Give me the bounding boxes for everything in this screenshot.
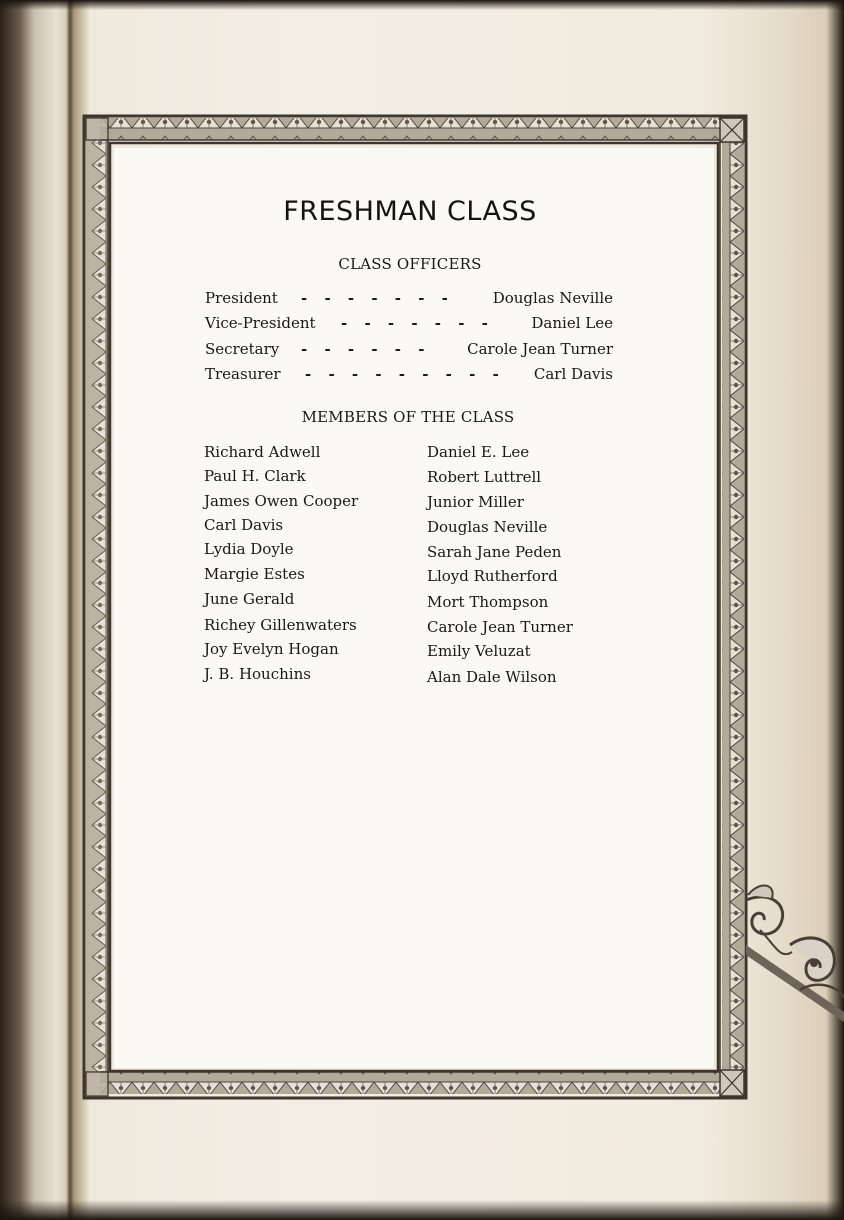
member-name: Mort Thompson — [427, 593, 549, 611]
member-name: Richard Adwell — [204, 443, 321, 461]
member-name: Paul H. Clark — [204, 467, 306, 485]
member-name: Alan Dale Wilson — [427, 668, 557, 686]
member-name: Margie Estes — [204, 565, 305, 583]
corner-ornament-top-left — [86, 118, 108, 140]
officer-row-president — [205, 289, 613, 311]
officer-row-vice-president — [205, 314, 613, 336]
officer-title: Vice-President — [205, 314, 316, 332]
member-name: Daniel E. Lee — [427, 443, 530, 461]
member-name: Richey Gillenwaters — [204, 616, 357, 634]
officer-title: President — [205, 289, 278, 307]
acanthus-scroll-ornament — [746, 885, 844, 1022]
member-name: Junior Miller — [427, 493, 524, 511]
member-name: Emily Veluzat — [427, 642, 531, 660]
member-name: Carl Davis — [204, 516, 284, 534]
officer-row-secretary — [205, 340, 613, 362]
member-name: Joy Evelyn Hogan — [204, 640, 339, 658]
member-name: Douglas Neville — [427, 518, 548, 536]
leader-dashes: - - - - - - - — [301, 289, 454, 307]
page-title: FRESHMAN CLASS — [283, 196, 537, 227]
member-name: June Gerald — [204, 590, 295, 608]
members-heading: MEMBERS OF THE CLASS — [301, 408, 515, 426]
officer-title: Secretary — [205, 340, 280, 358]
member-name: Robert Luttrell — [427, 468, 542, 486]
officer-title: Treasurer — [205, 365, 281, 383]
leader-dashes: - - - - - - - — [341, 314, 494, 332]
corner-ornament-bottom-left — [86, 1072, 108, 1096]
officer-name: Daniel Lee — [531, 314, 613, 332]
member-name: Lloyd Rutherford — [427, 567, 558, 585]
officer-row-treasurer — [205, 365, 613, 387]
member-name: Carole Jean Turner — [427, 618, 573, 636]
member-name: Lydia Doyle — [204, 540, 294, 558]
corner-ornament-top-right — [720, 118, 744, 142]
member-name: James Owen Cooper — [204, 492, 359, 510]
corner-ornament-bottom-right — [720, 1070, 744, 1096]
leader-dashes: - - - - - - - - - — [305, 365, 505, 383]
leader-dashes: - - - - - - — [301, 340, 431, 358]
officer-name: Carole Jean Turner — [467, 340, 613, 358]
member-name: Sarah Jane Peden — [427, 543, 562, 561]
officers-heading: CLASS OFFICERS — [338, 255, 482, 273]
member-name: J. B. Houchins — [204, 665, 311, 683]
officer-name: Douglas Neville — [492, 289, 613, 307]
officer-name: Carl Davis — [533, 365, 613, 383]
